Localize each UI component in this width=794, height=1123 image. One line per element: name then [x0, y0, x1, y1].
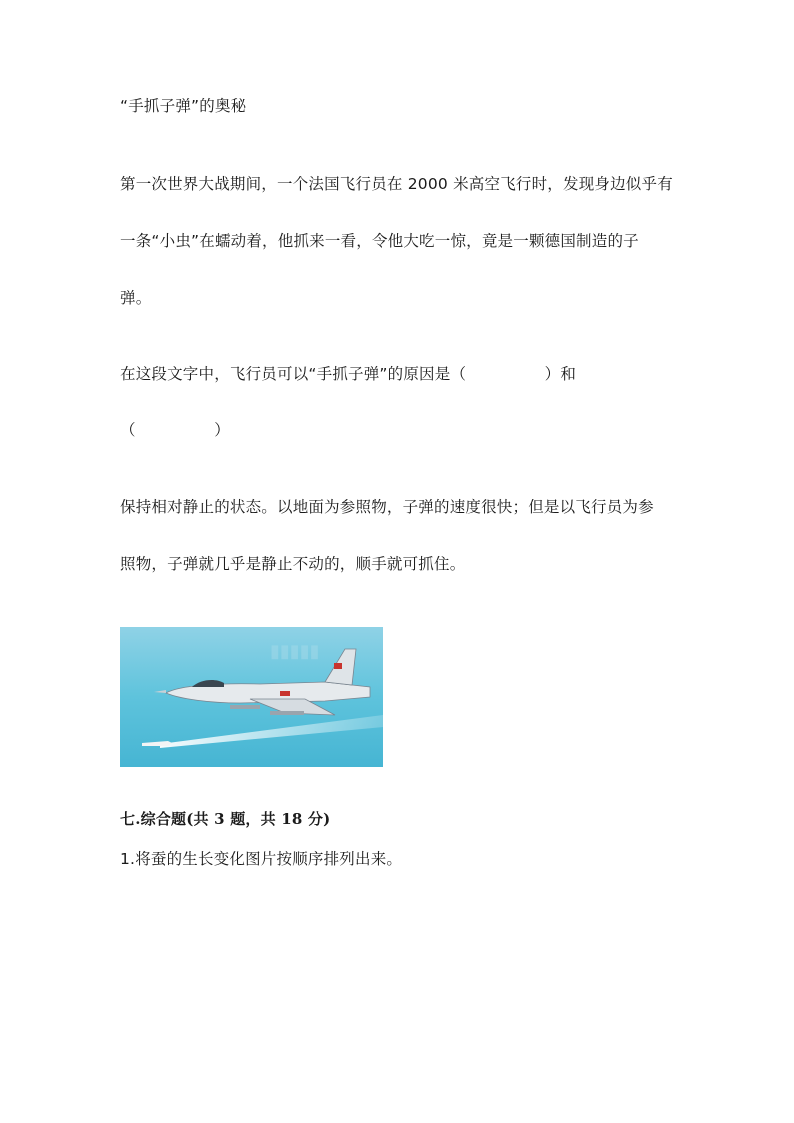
fighter-jet-image: [120, 627, 383, 767]
explanation-line-1: 保持相对静止的状态。以地面为参照物，子弹的速度很快；但是以飞行员为参: [120, 498, 654, 516]
svg-text:▮▮▮▮▮: ▮▮▮▮▮: [270, 641, 320, 662]
passage-line-1: 第一次世界大战期间，一个法国飞行员在 2000 米高空飞行时，发现身边似乎有: [120, 175, 673, 193]
question-1: 1.将蚕的生长变化图片按顺序排列出来。: [120, 850, 403, 868]
question-line-1: 在这段文字中，飞行员可以“手抓子弹”的原因是（ ）和: [120, 365, 577, 383]
passage-title: “手抓子弹”的奥秘: [120, 97, 247, 115]
explanation-line-2: 照物，子弹就几乎是静止不动的，顺手就可抓住。: [120, 555, 466, 573]
passage-line-2: 一条“小虫”在蠕动着，他抓来一看，令他大吃一惊，竟是一颗德国制造的子: [120, 232, 639, 250]
section-heading: 七.综合题(共 3 题，共 18 分): [120, 810, 331, 828]
passage-line-3: 弹。: [120, 289, 152, 307]
question-line-2: （ ）: [120, 421, 230, 439]
